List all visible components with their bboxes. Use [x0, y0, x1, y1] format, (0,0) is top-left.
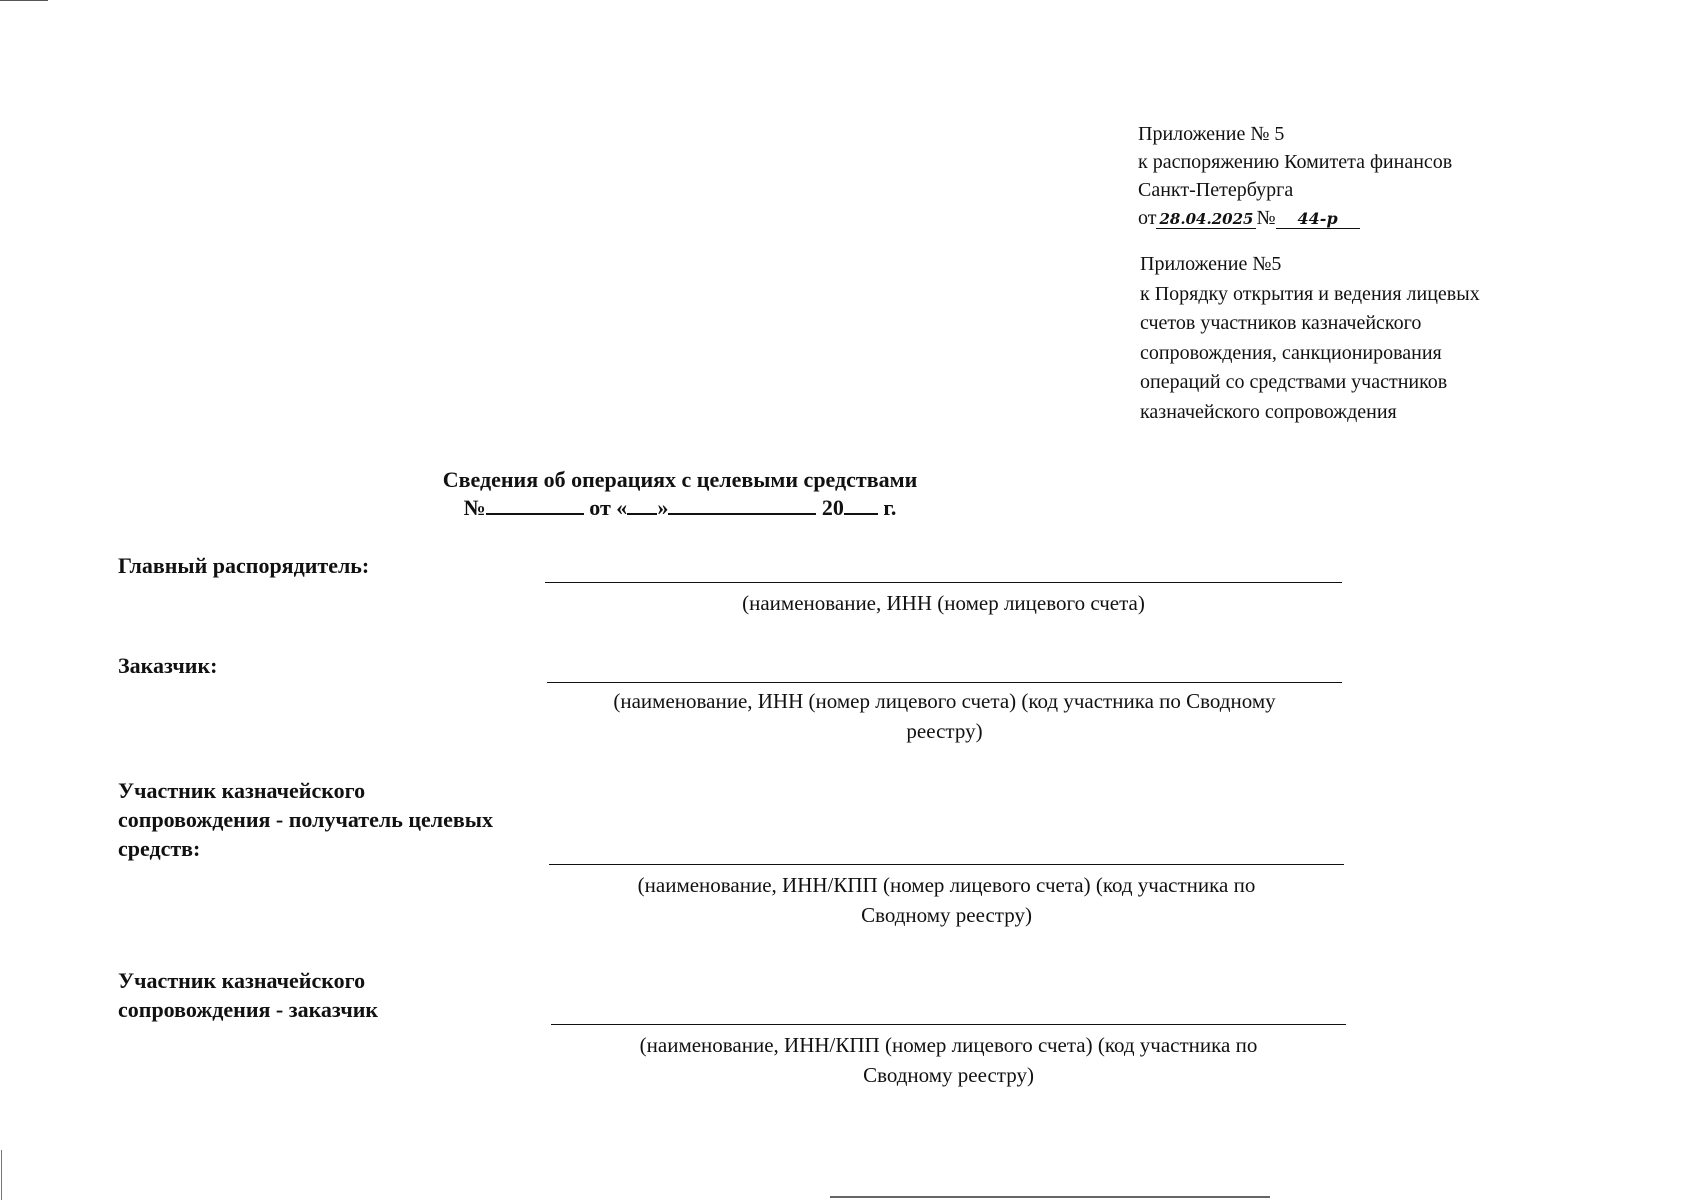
handwritten-number: 44-р — [1276, 210, 1360, 229]
hint-line: Сводному реестру) — [863, 1063, 1034, 1087]
appendix-line: казначейского сопровождения — [1140, 400, 1397, 423]
hint-line: (наименование, ИНН (номер лицевого счета) (код участника по Сводному — [613, 689, 1276, 713]
fill-line-main-manager — [545, 582, 1342, 583]
section-label-line: сопровождения - получатель целевых — [118, 807, 493, 832]
bottom-edge-artifact — [830, 1196, 1270, 1198]
section-label-line: средств: — [118, 836, 201, 861]
quote-close: » — [657, 495, 669, 520]
approval-date-line — [1138, 204, 1452, 232]
section-label-line: Главный распорядитель: — [118, 553, 370, 578]
title-number-line — [380, 494, 980, 522]
section-label-recipient — [118, 776, 493, 863]
appendix-line: сопровождения, санкционирования — [1140, 341, 1442, 364]
hint-line: (наименование, ИНН (номер лицевого счета) — [742, 591, 1145, 615]
hint-line: (наименование, ИНН/КПП (номер лицевого счета) (код участника по — [637, 873, 1256, 897]
number-prefix: № — [1256, 207, 1276, 229]
from-label: от « — [589, 495, 628, 520]
hint-main-manager — [545, 588, 1342, 618]
appendix-block — [1140, 250, 1480, 427]
appendix-line: операций со средствами участников — [1140, 371, 1448, 393]
appendix-line: счетов участников казначейского — [1140, 312, 1422, 334]
hint-recipient — [549, 870, 1344, 930]
section-label-participant-customer — [118, 966, 378, 1024]
approval-block — [1138, 120, 1452, 232]
approval-line: Санкт-Петербурга — [1138, 179, 1294, 201]
approval-line: Приложение № 5 — [1138, 123, 1285, 145]
approval-line: к распоряжению Комитета финансов — [1138, 151, 1453, 173]
document-title — [380, 466, 980, 522]
scan-edge-mark-top — [0, 0, 48, 1]
fill-line-participant-customer — [551, 1024, 1346, 1025]
date-prefix: от — [1138, 207, 1157, 229]
handwritten-date: 28.04.2025 — [1156, 210, 1256, 229]
hint-line: (наименование, ИНН/КПП (номер лицевого счета) (код участника по — [639, 1033, 1258, 1057]
hint-line: Сводному реестру) — [861, 903, 1032, 927]
section-label-line: Участник казначейского — [118, 968, 366, 993]
number-sign: № — [463, 495, 486, 520]
year-blank — [844, 495, 878, 515]
section-label-customer — [118, 651, 217, 680]
appendix-line: Приложение №5 — [1140, 253, 1282, 275]
month-blank — [668, 495, 816, 515]
section-label-line: сопровождения - заказчик — [118, 997, 379, 1022]
title-heading: Сведения об операциях с целевыми средствами — [442, 467, 918, 492]
section-label-line: Заказчик: — [118, 653, 218, 678]
fill-line-customer — [547, 682, 1342, 683]
year-prefix: 20 — [821, 495, 844, 520]
number-blank — [486, 495, 584, 515]
section-label-line: Участник казначейского — [118, 778, 366, 803]
fill-line-recipient — [549, 864, 1344, 865]
appendix-line: к Порядку открытия и ведения лицевых — [1140, 282, 1480, 305]
hint-line: реестру) — [906, 719, 983, 743]
hint-customer — [547, 686, 1342, 746]
scan-edge-mark-left — [1, 1150, 2, 1200]
section-label-main-manager — [118, 551, 369, 580]
day-blank — [627, 495, 657, 515]
year-suffix: г. — [883, 495, 897, 520]
hint-participant-customer — [551, 1030, 1346, 1090]
